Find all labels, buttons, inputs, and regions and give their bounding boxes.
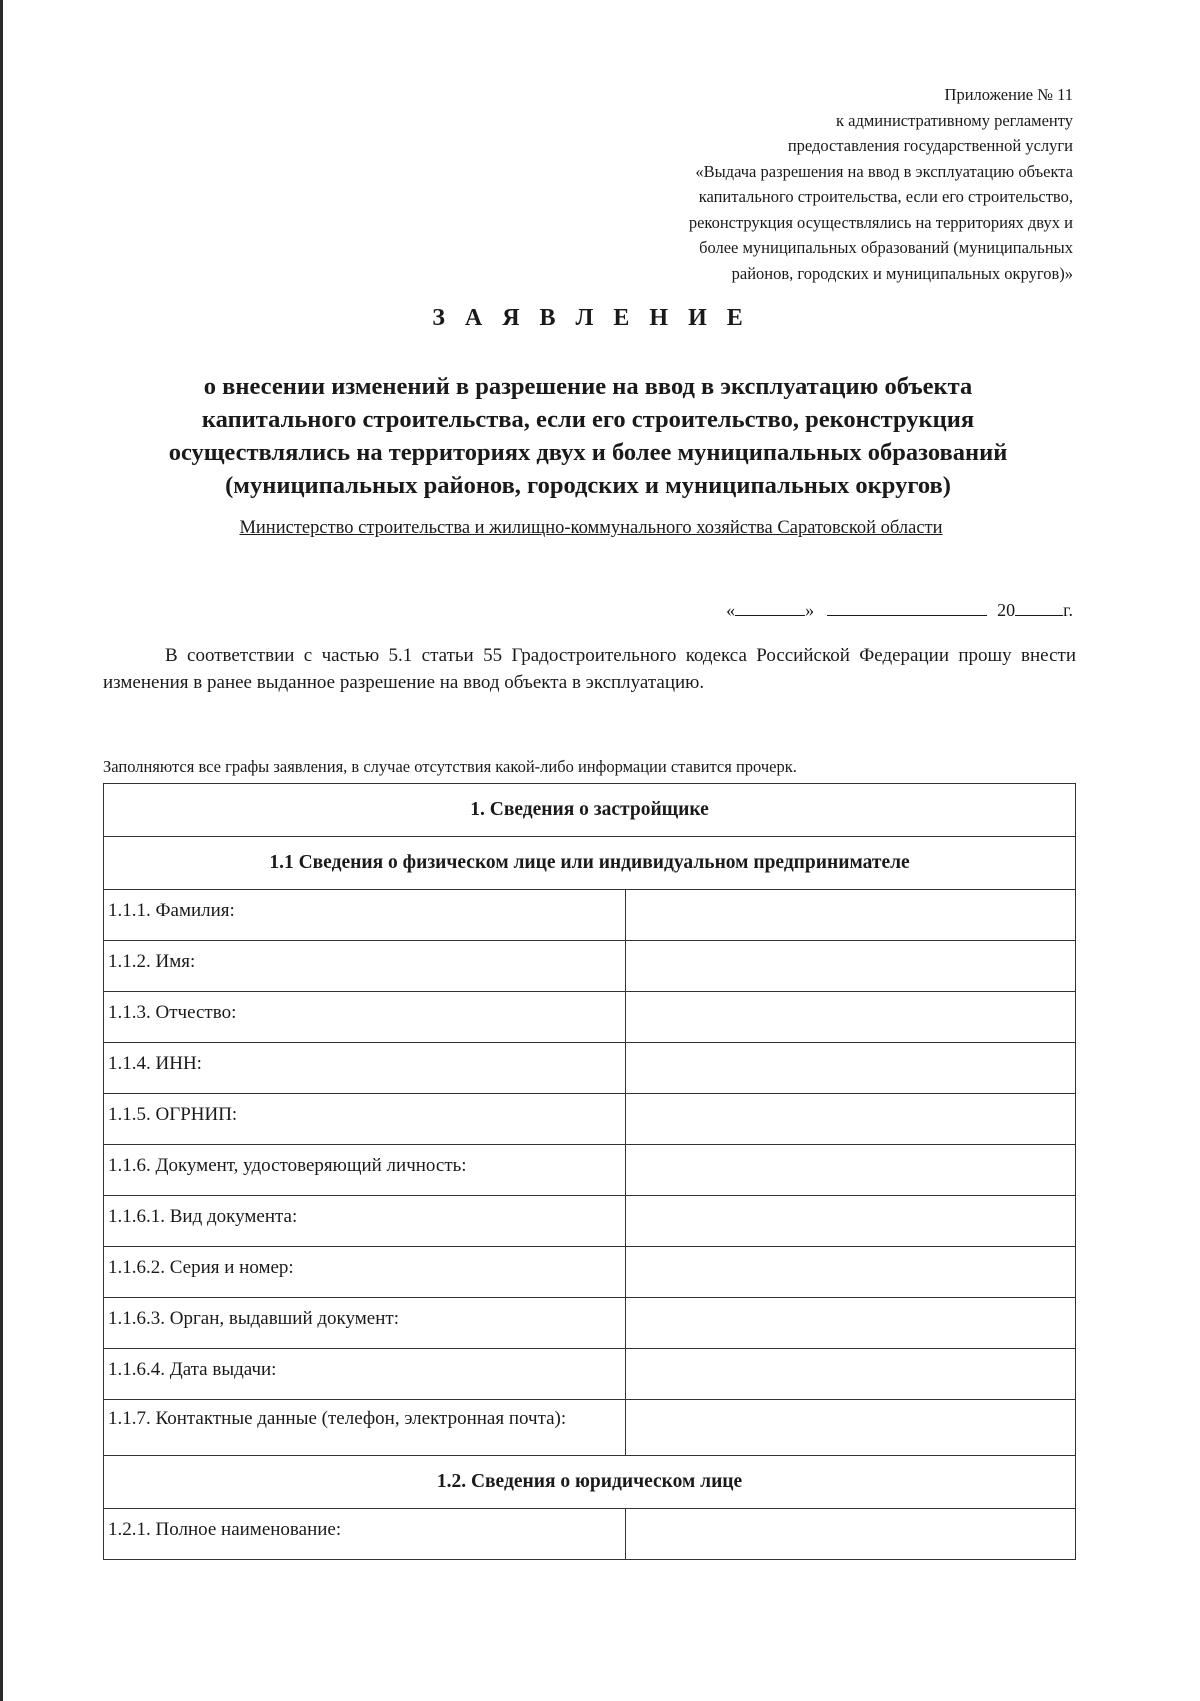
field-label-series-number: 1.1.6.2. Серия и номер: xyxy=(104,1247,626,1298)
field-label-full-name: 1.2.1. Полное наименование: xyxy=(104,1509,626,1560)
section-1-2-header: 1.2. Сведения о юридическом лице xyxy=(104,1456,1076,1509)
section-1-1-header: 1.1 Сведения о физическом лице или индивидуальном предпринимателе xyxy=(104,837,1076,890)
date-open-quote: « xyxy=(726,600,736,620)
appendix-line: реконструкция осуществлялись на территориях двух и xyxy=(688,212,1073,232)
field-label-patronymic: 1.1.3. Отчество: xyxy=(104,992,626,1043)
year-prefix: 20 xyxy=(997,600,1016,620)
appendix-line: Приложение № 11 xyxy=(944,85,1073,104)
date-line xyxy=(726,600,1073,621)
month-blank-field[interactable] xyxy=(827,601,987,616)
application-form-table xyxy=(103,783,1076,1560)
subtitle-line: капитального строительства, если его строительство, реконструкция xyxy=(201,406,975,433)
year-suffix: г. xyxy=(1063,600,1073,620)
field-value-series-number[interactable] xyxy=(626,1247,1076,1298)
field-value-patronymic[interactable] xyxy=(626,992,1076,1043)
field-label-inn: 1.1.4. ИНН: xyxy=(104,1043,626,1094)
field-label-issuing-authority: 1.1.6.3. Орган, выдавший документ: xyxy=(104,1298,626,1349)
field-value-inn[interactable] xyxy=(626,1043,1076,1094)
appendix-line: к административному регламенту xyxy=(836,110,1073,130)
appendix-line: предоставления государственной услуги xyxy=(787,136,1073,155)
field-label-contacts: 1.1.7. Контактные данные (телефон, электронная почта): xyxy=(104,1400,626,1456)
section-1-header: 1. Сведения о застройщике xyxy=(104,784,1076,837)
appendix-header xyxy=(553,82,1073,286)
field-value-name[interactable] xyxy=(626,941,1076,992)
field-value-surname[interactable] xyxy=(626,890,1076,941)
date-close-quote: » xyxy=(805,600,815,620)
field-value-issue-date[interactable] xyxy=(626,1349,1076,1400)
field-label-ogrnip: 1.1.5. ОГРНИП: xyxy=(104,1094,626,1145)
field-label-document-type: 1.1.6.1. Вид документа: xyxy=(104,1196,626,1247)
day-blank-field[interactable] xyxy=(735,601,805,616)
appendix-line: «Выдача разрешения на ввод в эксплуатацию объекта xyxy=(695,161,1073,181)
field-value-document-type[interactable] xyxy=(626,1196,1076,1247)
subtitle-line: осуществлялись на территориях двух и более муниципальных образований xyxy=(168,439,1008,466)
appendix-line: более муниципальных образований (муниципальных xyxy=(699,238,1073,257)
ministry-name: Министерство строительства и жилищно-коммунального хозяйства Саратовской области xyxy=(239,518,943,538)
field-value-contacts[interactable] xyxy=(626,1400,1076,1456)
document-title: З А Я В Л Е Н И Е xyxy=(432,305,750,331)
field-label-name: 1.1.2. Имя: xyxy=(104,941,626,992)
field-value-issuing-authority[interactable] xyxy=(626,1298,1076,1349)
subtitle-line: (муниципальных районов, городских и муниципальных округов) xyxy=(225,472,951,499)
subtitle-line: о внесении изменений в разрешение на ввод в эксплуатацию объекта xyxy=(203,373,973,400)
appendix-line: районов, городских и муниципальных округов)» xyxy=(731,263,1073,283)
fill-note: Заполняются все графы заявления, в случае отсутствия какой-либо информации ставится прочерк. xyxy=(103,757,797,776)
year-blank-field[interactable] xyxy=(1015,601,1063,616)
intro-paragraph xyxy=(103,642,1076,696)
intro-text: В соответствии с частью 5.1 статьи 55 Градостроительного кодекса Российской Федерации прошу внести изменения в ранее выданное разрешение на ввод объекта в эксплуатацию. xyxy=(103,645,1076,693)
document-subtitle xyxy=(63,370,1113,502)
field-label-issue-date: 1.1.6.4. Дата выдачи: xyxy=(104,1349,626,1400)
field-label-surname: 1.1.1. Фамилия: xyxy=(104,890,626,941)
field-value-identity-document[interactable] xyxy=(626,1145,1076,1196)
field-label-identity-document: 1.1.6. Документ, удостоверяющий личность: xyxy=(104,1145,626,1196)
field-value-ogrnip[interactable] xyxy=(626,1094,1076,1145)
field-value-full-name[interactable] xyxy=(626,1509,1076,1560)
appendix-line: капитального строительства, если его строительство, xyxy=(698,187,1073,206)
